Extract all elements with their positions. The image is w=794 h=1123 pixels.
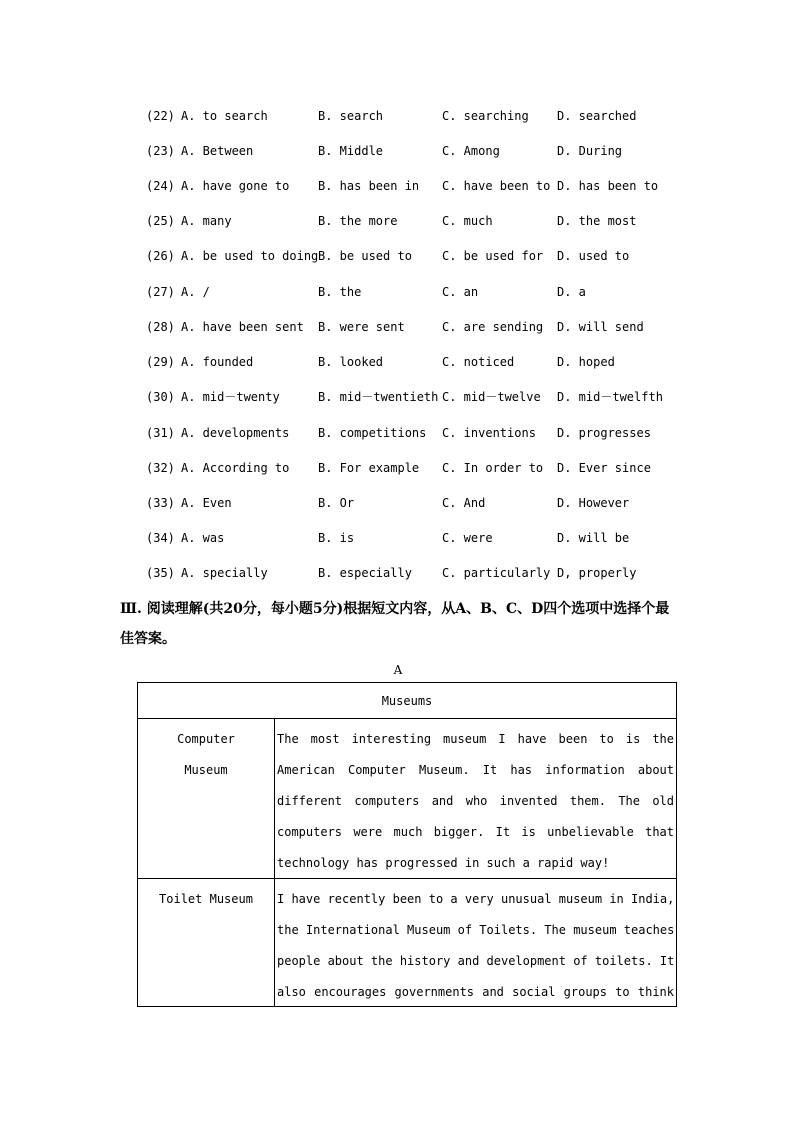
question-row (0, 211, 794, 231)
option-a: A. specially (181, 566, 268, 580)
table-divider (138, 718, 676, 719)
question-row (0, 141, 794, 161)
description-line: different computers and who invented them. The old (277, 794, 674, 808)
table-title: Museums (381, 694, 433, 708)
option-a: A. developments (181, 426, 290, 440)
question-number: (27) (146, 285, 175, 299)
option-c: C. Among (442, 144, 500, 158)
description-line: The most interesting museum I have been to is the (277, 732, 674, 746)
question-number: (29) (146, 355, 175, 369)
question-number: (33) (146, 496, 175, 510)
question-row (0, 246, 794, 266)
question-row (0, 317, 794, 337)
option-d: D. progresses (557, 426, 651, 440)
passage-label: A (393, 663, 403, 677)
option-d: D. mid－twelfth (557, 390, 663, 404)
question-number: (31) (146, 426, 175, 440)
museum-name-line: Computer (177, 732, 235, 746)
option-d: D. Ever since (557, 461, 651, 475)
option-d: D. will send (557, 320, 644, 334)
option-a: A. Even (181, 496, 232, 510)
question-row (0, 352, 794, 372)
option-d: D. However (557, 496, 630, 510)
table-column-divider (274, 718, 275, 1006)
option-a: A. / (181, 285, 210, 299)
museum-description-toilet (277, 884, 674, 1008)
option-c: C. were (442, 531, 493, 545)
question-number: (22) (146, 109, 175, 123)
option-d: D. a (557, 285, 586, 299)
option-c: C. mid－twelve (442, 390, 541, 404)
option-b: B. search (318, 109, 384, 123)
museums-table (137, 682, 677, 1007)
museum-name-toilet (138, 884, 274, 915)
question-row (0, 176, 794, 196)
option-a: A. founded (181, 355, 254, 369)
option-d: D. used to (557, 249, 630, 263)
option-b: B. For example (318, 461, 420, 475)
option-b: B. mid－twentieth (318, 390, 439, 404)
question-row (0, 458, 794, 478)
option-c: C. have been to (442, 179, 551, 193)
question-row (0, 423, 794, 443)
section-heading (120, 594, 680, 654)
question-row (0, 282, 794, 302)
option-c: C. noticed (442, 355, 515, 369)
option-a: A. was (181, 531, 225, 545)
option-a: A. Between (181, 144, 254, 158)
section-heading-line-2: 佳答案。 (120, 631, 176, 647)
description-line: I have recently been to a very unusual museum in India, (277, 892, 675, 906)
option-c: C. And (442, 496, 486, 510)
option-c: C. be used for (442, 249, 544, 263)
option-b: B. Middle (318, 144, 384, 158)
option-c: C. inventions (442, 426, 536, 440)
option-a: A. mid－twenty (181, 390, 280, 404)
option-b: B. the (318, 285, 362, 299)
option-a: A. have gone to (181, 179, 290, 193)
option-b: B. Or (318, 496, 355, 510)
section-heading-line-1: Ⅲ. 阅读理解(共20分，每小题5分)根据短文内容，从A、B、C、D四个选项中选择个最 (120, 601, 670, 617)
option-c: C. particularly (442, 566, 551, 580)
option-c: C. In order to (442, 461, 544, 475)
option-b: B. be used to (318, 249, 412, 263)
option-c: C. an (442, 285, 479, 299)
option-a: A. be used to doing (181, 249, 319, 263)
question-row (0, 387, 794, 407)
question-row (0, 563, 794, 583)
option-b: B. the more (318, 214, 398, 228)
option-b: B. is (318, 531, 355, 545)
question-number: (26) (146, 249, 175, 263)
question-number: (32) (146, 461, 175, 475)
question-number: (28) (146, 320, 175, 334)
option-b: B. competitions (318, 426, 427, 440)
question-number: (34) (146, 531, 175, 545)
question-row (0, 106, 794, 126)
museum-name-computer (138, 724, 274, 786)
option-d: D, properly (557, 566, 637, 580)
option-b: B. were sent (318, 320, 405, 334)
option-b: B. has been in (318, 179, 420, 193)
option-b: B. looked (318, 355, 384, 369)
option-d: D. hoped (557, 355, 615, 369)
option-a: A. to search (181, 109, 268, 123)
option-d: D. has been to (557, 179, 659, 193)
option-a: A. According to (181, 461, 290, 475)
description-line: computers were much bigger. It is unbelievable that (277, 825, 674, 839)
option-d: D. will be (557, 531, 630, 545)
option-b: B. especially (318, 566, 412, 580)
museum-name-line: Museum (184, 763, 228, 777)
question-number: (24) (146, 179, 175, 193)
description-line: American Computer Museum. It has information about (277, 763, 674, 777)
description-line: the International Museum of Toilets. The museum teaches (277, 923, 675, 937)
option-a: A. many (181, 214, 232, 228)
question-number: (23) (146, 144, 175, 158)
option-c: C. searching (442, 109, 529, 123)
option-d: D. During (557, 144, 623, 158)
option-d: D. the most (557, 214, 637, 228)
option-c: C. are sending (442, 320, 544, 334)
question-number: (25) (146, 214, 175, 228)
question-number: (35) (146, 566, 175, 580)
description-line: also encourages governments and social groups to think (277, 985, 674, 999)
option-c: C. much (442, 214, 493, 228)
description-line: people about the history and development of toilets. It (277, 954, 675, 968)
question-number: (30) (146, 390, 175, 404)
description-line: technology has progressed in such a rapid way! (277, 856, 610, 870)
question-row (0, 493, 794, 513)
museum-description-computer (277, 724, 674, 879)
question-row (0, 528, 794, 548)
museum-name-line: Toilet Museum (159, 892, 253, 906)
option-d: D. searched (557, 109, 637, 123)
option-a: A. have been sent (181, 320, 304, 334)
